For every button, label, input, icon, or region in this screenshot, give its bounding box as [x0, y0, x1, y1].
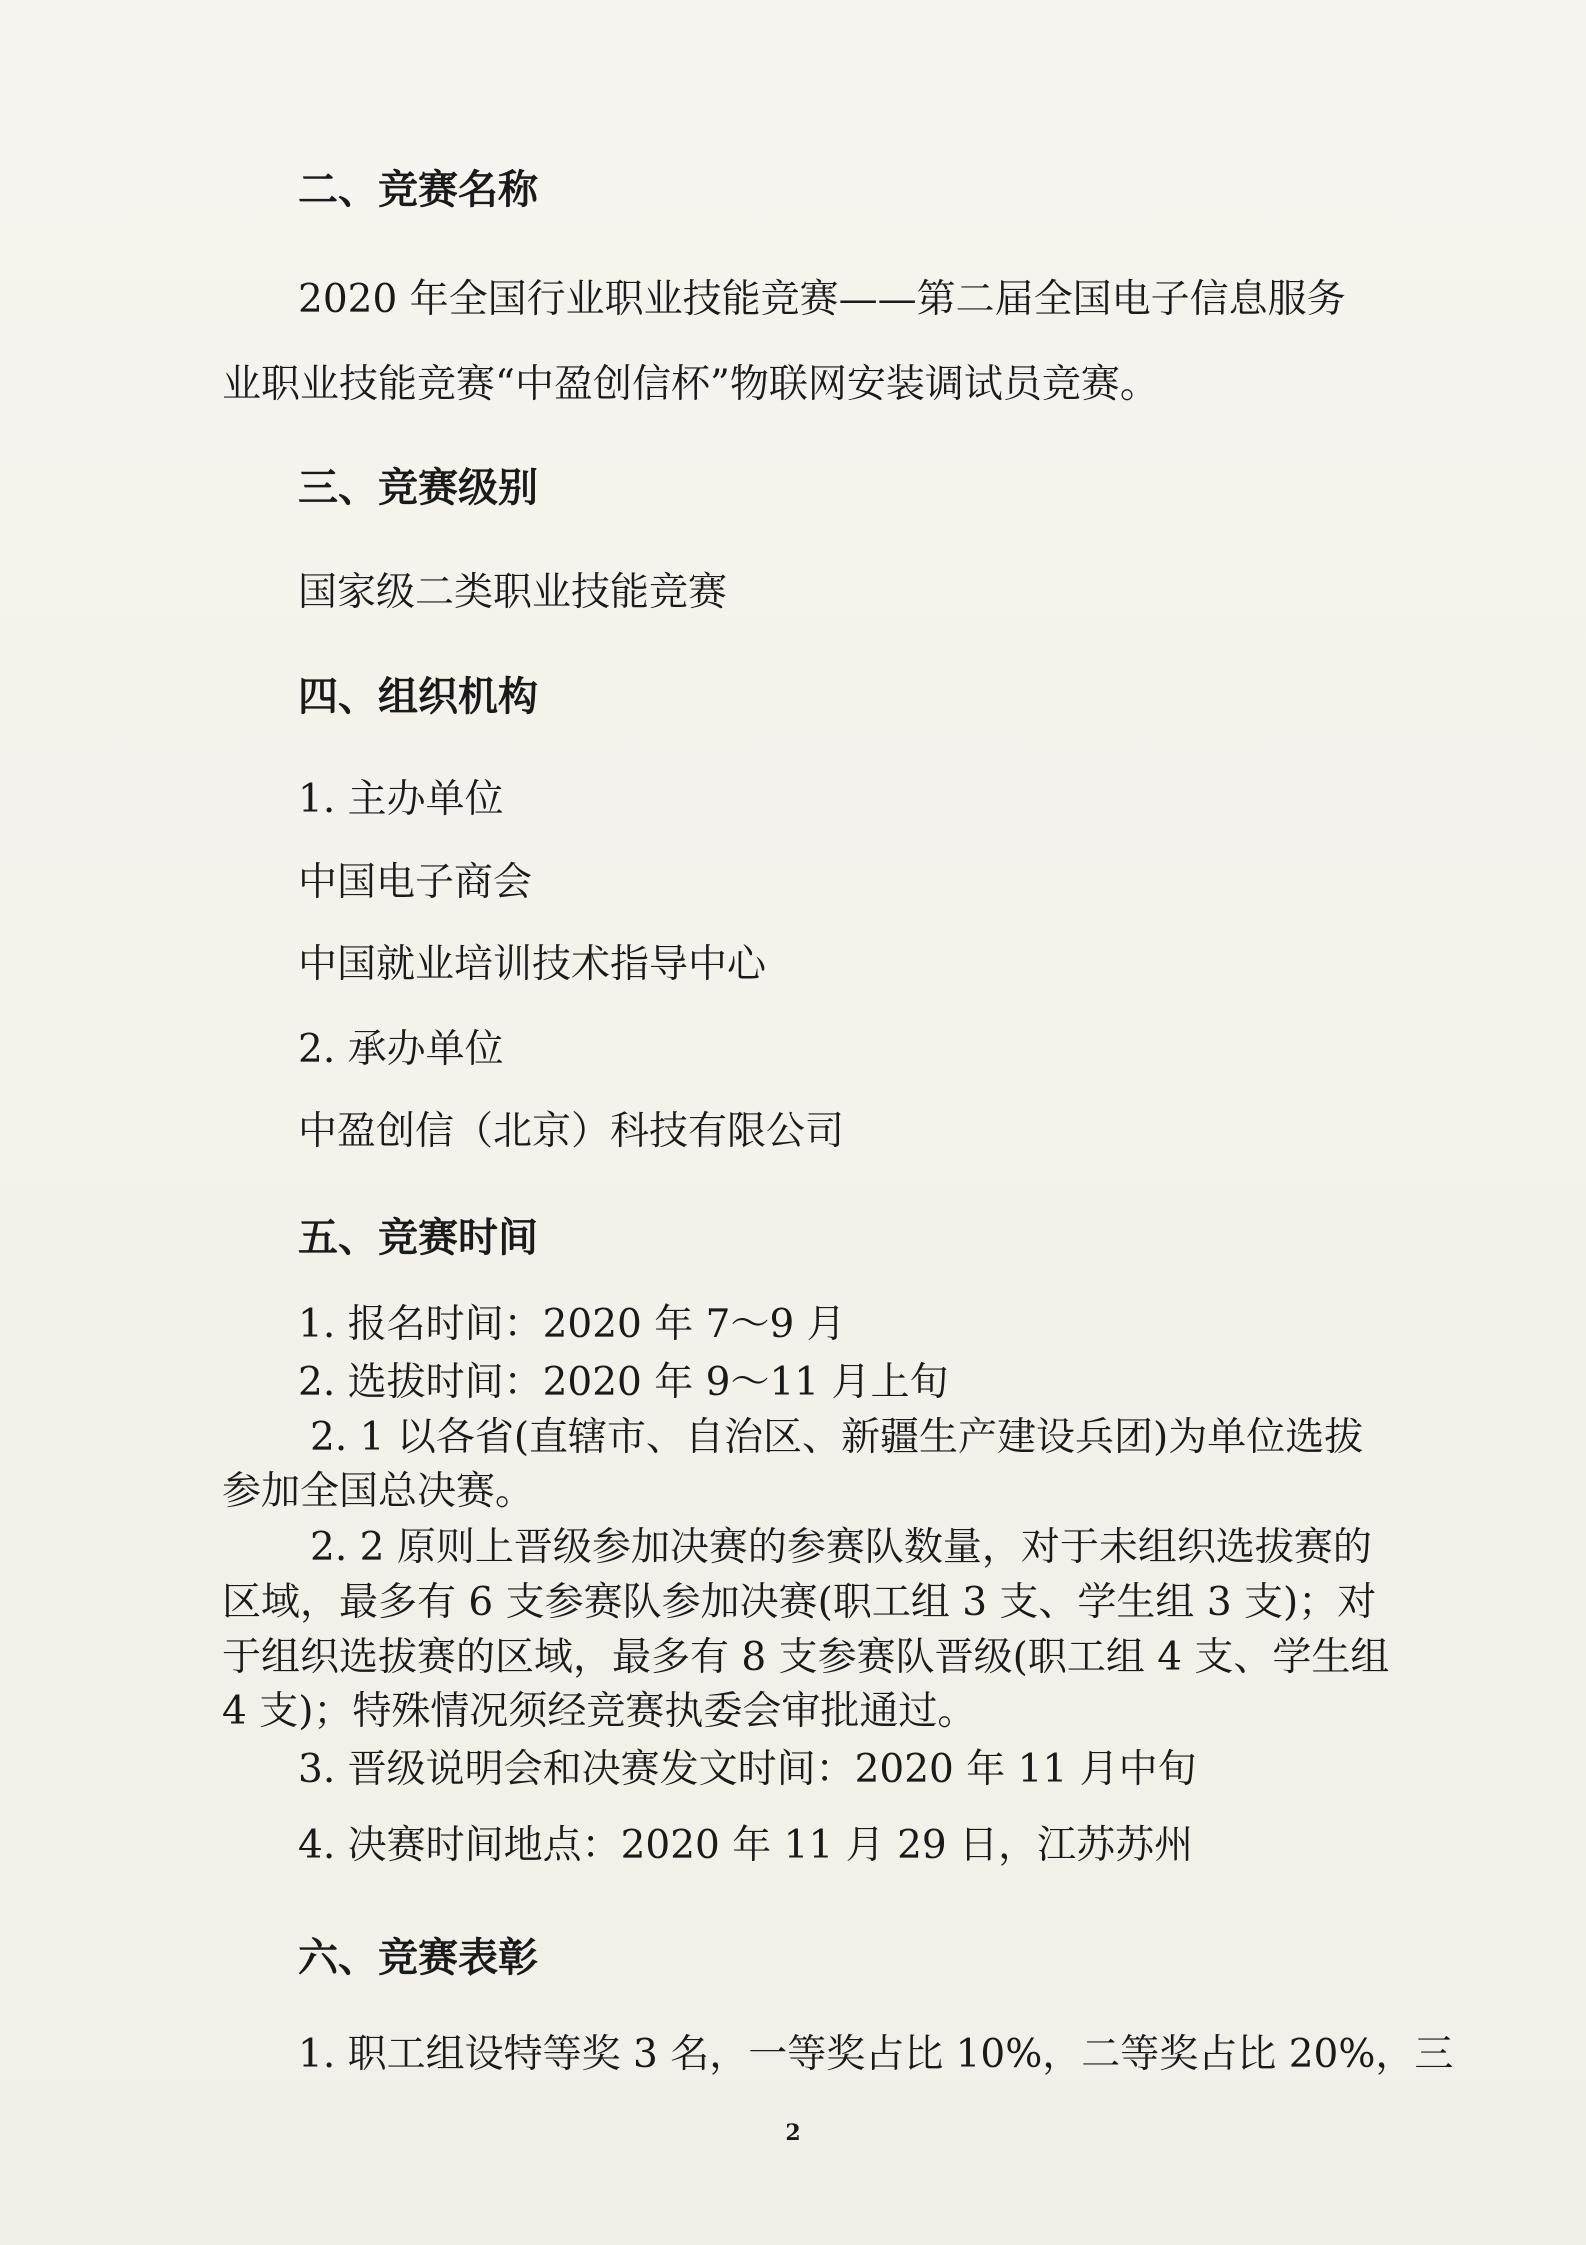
paragraph-line: 中国就业培训技术指导中心 [298, 942, 767, 987]
paragraph-line: 中盈创信（北京）科技有限公司 [298, 1109, 845, 1154]
paragraph-line: 于组织选拔赛的区域，最多有 8 支参赛队晋级(职工组 4 支、学生组 [222, 1635, 1390, 1680]
paragraph-line: 国家级二类职业技能竞赛 [298, 570, 728, 615]
paragraph-line: 业职业技能竞赛“中盈创信杯”物联网安装调试员竞赛。 [222, 362, 1159, 407]
list-item: 1. 职工组设特等奖 3 名，一等奖占比 10%，二等奖占比 20%，三 [298, 2032, 1454, 2077]
page-number: 2 [785, 2120, 801, 2146]
list-item: 4. 决赛时间地点：2020 年 11 月 29 日，江苏苏州 [298, 1823, 1194, 1868]
section-heading-competition-level: 三、竞赛级别 [298, 464, 538, 511]
section-heading-awards: 六、竞赛表彰 [298, 1934, 538, 1981]
paragraph-line: 2020 年全国行业职业技能竞赛——第二届全国电子信息服务 [298, 277, 1346, 322]
paragraph-line: 中国电子商会 [298, 860, 533, 905]
list-item: 3. 晋级说明会和决赛发文时间：2020 年 11 月中旬 [298, 1747, 1197, 1792]
section-heading-organization: 四、组织机构 [298, 673, 538, 720]
section-heading-competition-name: 二、竞赛名称 [298, 166, 538, 213]
section-heading-competition-time: 五、竞赛时间 [298, 1214, 538, 1261]
list-item: 1. 主办单位 [298, 777, 504, 822]
paragraph-line: 2. 2 原则上晋级参加决赛的参赛队数量，对于未组织选拔赛的 [310, 1525, 1372, 1570]
list-item: 2. 选拔时间：2020 年 9～11 月上旬 [298, 1360, 949, 1405]
paragraph-line: 区域，最多有 6 支参赛队参加决赛(职工组 3 支、学生组 3 支)；对 [222, 1580, 1377, 1625]
list-item: 2. 承办单位 [298, 1027, 504, 1072]
paragraph-line: 2. 1 以各省(直辖市、自治区、新疆生产建设兵团)为单位选拔 [310, 1415, 1364, 1460]
paragraph-line: 4 支)；特殊情况须经竞赛执委会审批通过。 [222, 1689, 977, 1734]
list-item: 1. 报名时间：2020 年 7～9 月 [298, 1302, 846, 1347]
paragraph-line: 参加全国总决赛。 [222, 1469, 535, 1514]
